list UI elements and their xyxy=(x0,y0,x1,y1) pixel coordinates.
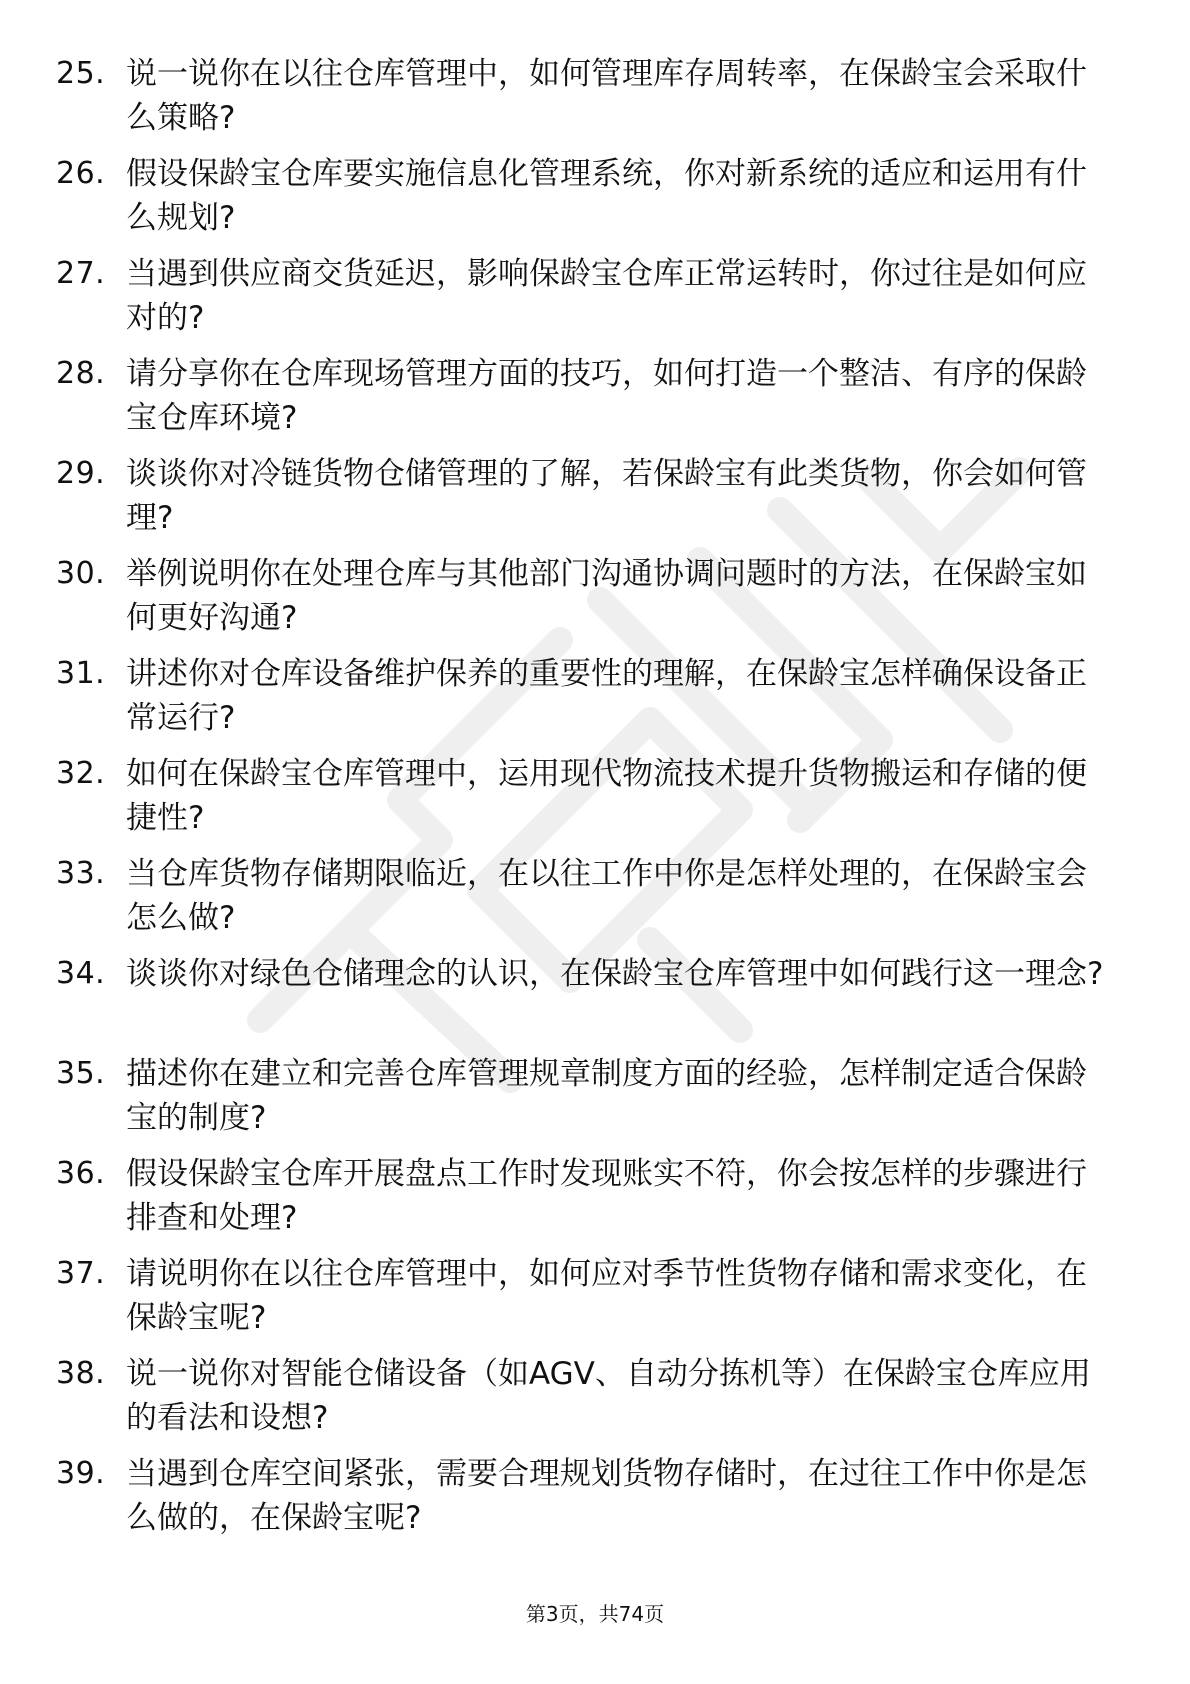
question-item xyxy=(56,152,1116,252)
page-footer: 第3页，共74页 xyxy=(525,1602,665,1626)
question-item xyxy=(56,1452,1116,1552)
question-text: 举例说明你在处理仓库与其他部门沟通协调问题时的方法，在保龄宝如何更好沟通? xyxy=(126,556,1087,636)
question-item xyxy=(56,452,1116,552)
question-number: 37. xyxy=(56,1256,106,1291)
question-item xyxy=(56,1352,1116,1452)
question-number: 33. xyxy=(56,856,106,891)
question-number: 26. xyxy=(56,156,106,191)
question-item xyxy=(56,652,1116,752)
question-text: 谈谈你对绿色仓储理念的认识，在保龄宝仓库管理中如何践行这一理念? xyxy=(126,956,1104,992)
question-number: 32. xyxy=(56,756,106,791)
question-number: 30. xyxy=(56,556,106,591)
question-number: 28. xyxy=(56,356,106,391)
question-text: 说一说你在以往仓库管理中，如何管理库存周转率，在保龄宝会采取什么策略? xyxy=(126,56,1087,136)
question-number: 27. xyxy=(56,256,106,291)
question-list xyxy=(56,52,1116,1552)
question-text: 如何在保龄宝仓库管理中，运用现代物流技术提升货物搬运和存储的便捷性? xyxy=(126,756,1087,836)
question-text: 谈谈你对冷链货物仓储管理的了解，若保龄宝有此类货物，你会如何管理? xyxy=(126,456,1087,536)
question-item xyxy=(56,1152,1116,1252)
question-text: 假设保龄宝仓库开展盘点工作时发现账实不符，你会按怎样的步骤进行排查和处理? xyxy=(126,1156,1087,1236)
question-text: 请说明你在以往仓库管理中，如何应对季节性货物存储和需求变化，在保龄宝呢? xyxy=(126,1256,1087,1336)
question-item xyxy=(56,1252,1116,1352)
question-number: 36. xyxy=(56,1156,106,1191)
question-item xyxy=(56,552,1116,652)
question-number: 39. xyxy=(56,1456,106,1491)
question-text: 描述你在建立和完善仓库管理规章制度方面的经验，怎样制定适合保龄宝的制度? xyxy=(126,1056,1087,1136)
question-item xyxy=(56,752,1116,852)
question-item xyxy=(56,252,1116,352)
question-text: 说一说你对智能仓储设备（如AGV、自动分拣机等）在保龄宝仓库应用的看法和设想? xyxy=(126,1356,1091,1436)
question-number: 35. xyxy=(56,1056,106,1091)
question-text: 假设保龄宝仓库要实施信息化管理系统，你对新系统的适应和运用有什么规划? xyxy=(126,156,1087,236)
question-text: 请分享你在仓库现场管理方面的技巧，如何打造一个整洁、有序的保龄宝仓库环境? xyxy=(126,356,1087,436)
question-text: 当仓库货物存储期限临近，在以往工作中你是怎样处理的，在保龄宝会怎么做? xyxy=(126,856,1087,936)
question-number: 34. xyxy=(56,956,106,991)
question-number: 25. xyxy=(56,56,106,91)
question-number: 29. xyxy=(56,456,106,491)
question-item xyxy=(56,852,1116,952)
question-item xyxy=(56,952,1116,1052)
question-text: 讲述你对仓库设备维护保养的重要性的理解，在保龄宝怎样确保设备正常运行? xyxy=(126,656,1087,736)
question-item xyxy=(56,52,1116,152)
question-number: 31. xyxy=(56,656,106,691)
question-text: 当遇到仓库空间紧张，需要合理规划货物存储时，在过往工作中你是怎么做的，在保龄宝呢? xyxy=(126,1456,1087,1536)
question-item xyxy=(56,352,1116,452)
question-number: 38. xyxy=(56,1356,106,1391)
question-item xyxy=(56,1052,1116,1152)
question-text: 当遇到供应商交货延迟，影响保龄宝仓库正常运转时，你过往是如何应对的? xyxy=(126,256,1087,336)
